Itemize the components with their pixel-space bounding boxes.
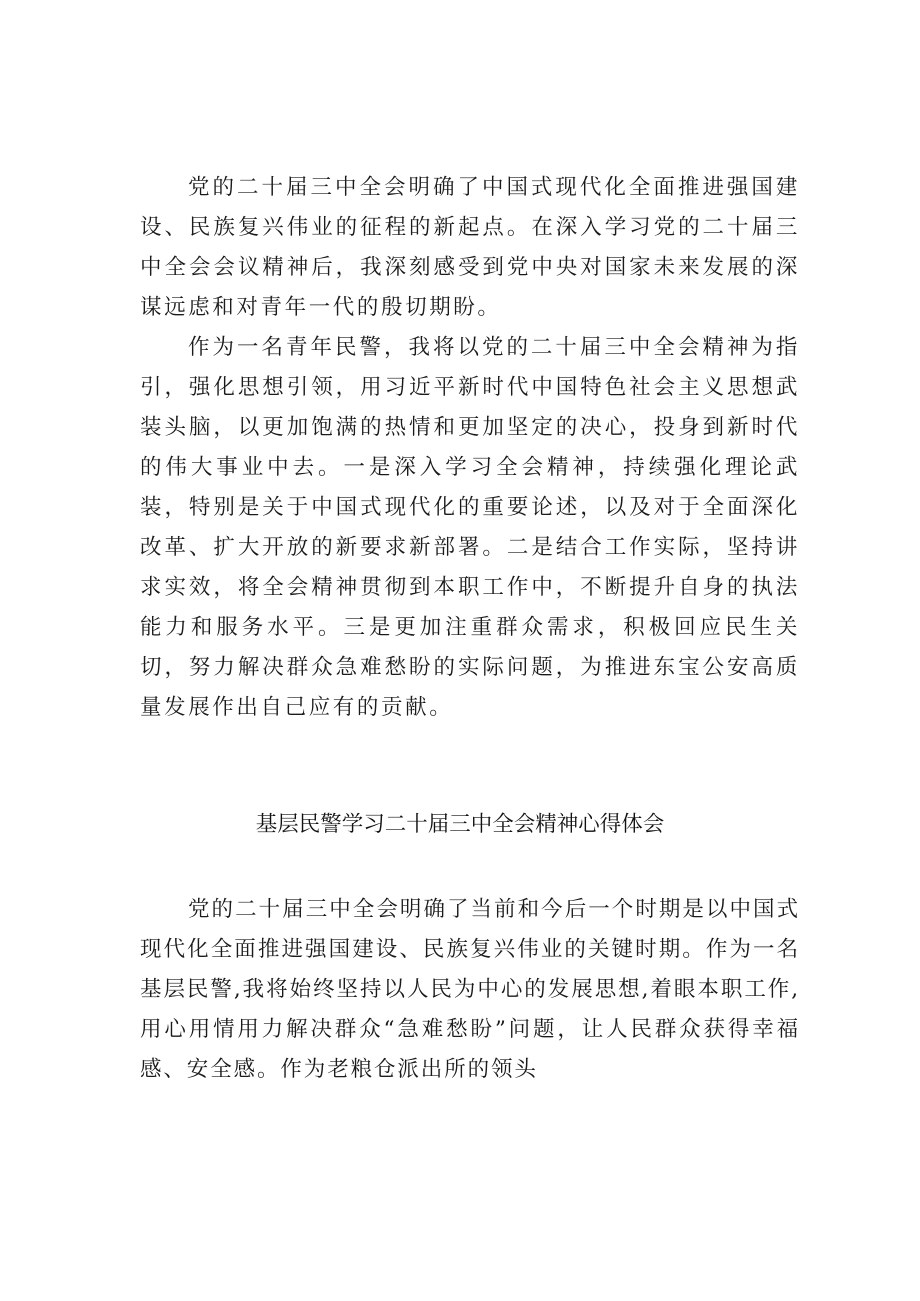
article-body-1 [140,168,800,728]
article-heading: 基层民警学习二十届三中全会精神心得体会 [255,812,665,837]
article-body-2 [140,890,800,1090]
paragraph: 党的二十届三中全会明确了当前和今后一个时期是以中国式现代化全面推进强国建设、民族复兴伟业的关键时期。作为一名基层民警,我将始终坚持以人民为中心的发展思想,着眼本职工作,用心用情用力解决群众“急难愁盼”问题，让人民群众获得幸福感、安全感。作为老粮仓派出所的领头 [140,897,800,1082]
paragraph: 党的二十届三中全会明确了中国式现代化全面推进强国建设、民族复兴伟业的征程的新起点。在深入学习党的二十届三中全会会议精神后，我深刻感受到党中央对国家未来发展的深谋远虑和对青年一代的殷切期盼。 [140,175,800,320]
paragraph: 作为一名青年民警，我将以党的二十届三中全会精神为指引，强化思想引领，用习近平新时代中国特色社会主义思想武装头脑，以更加饱满的热情和更加坚定的决心，投身到新时代的伟大事业中去。一是深入学习全会精神，持续强化理论武装，特别是关于中国式现代化的重要论述，以及对于全面深化改革、扩大开放的新要求新部署。二是结合工作实际，坚持讲求实效，将全会精神贯彻到本职工作中，不断提升自身的执法能力和服务水平。三是更加注重群众需求，积极回应民生关切，努力解决群众急难愁盼的实际问题，为推进东宝公安高质量发展作出自己应有的贡献。 [140,335,800,720]
